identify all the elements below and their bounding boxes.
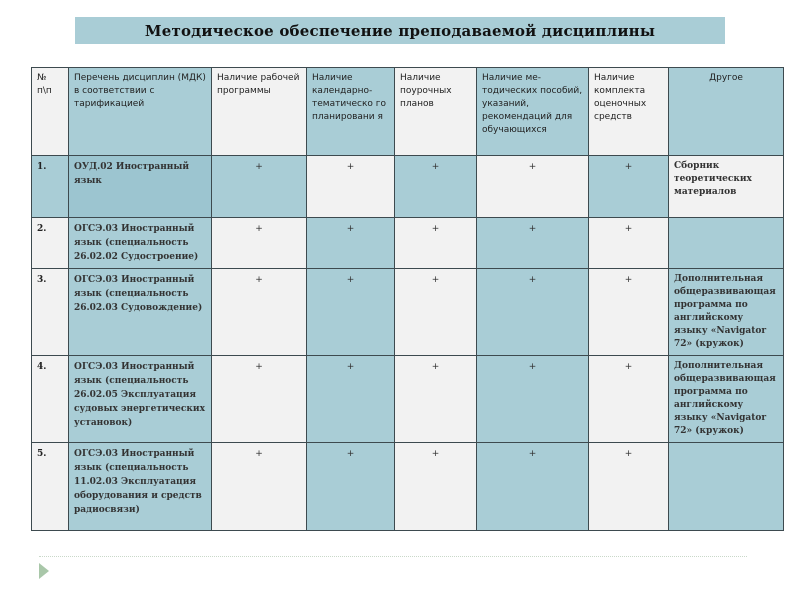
row-other xyxy=(669,218,784,269)
row-discipline: ОГСЭ.03 Иностранный язык (специальность 26.02.03 Судовождение) xyxy=(69,269,212,356)
page-title: Методическое обеспечение преподаваемой дисциплины xyxy=(144,21,656,40)
row-number: 4. xyxy=(32,356,69,443)
work-program-mark: + xyxy=(212,356,307,443)
row-number: 3. xyxy=(32,269,69,356)
methodical-manuals-mark: + xyxy=(477,218,589,269)
table-header-row xyxy=(32,68,784,156)
row-discipline: ОГСЭ.03 Иностранный язык (специальность 26.02.02 Судостроение) xyxy=(69,218,212,269)
calendar-plan-mark: + xyxy=(307,356,395,443)
calendar-plan-mark: + xyxy=(307,269,395,356)
lesson-plans-mark: + xyxy=(395,356,477,443)
assessment-kit-mark: + xyxy=(589,218,669,269)
row-discipline: ОГСЭ.03 Иностранный язык (специальность 11.02.03 Эксплуатация оборудования и средств радиосвязи) xyxy=(69,443,212,531)
methodical-manuals-mark: + xyxy=(477,269,589,356)
assessment-kit-mark: + xyxy=(589,269,669,356)
header-methodical-manuals: Наличие ме-тодических пособий, указаний, рекомендаций для обучающихся xyxy=(477,68,589,156)
assessment-kit-mark: + xyxy=(589,356,669,443)
methodical-manuals-mark: + xyxy=(477,356,589,443)
lesson-plans-mark: + xyxy=(395,218,477,269)
calendar-plan-mark: + xyxy=(307,156,395,218)
row-other xyxy=(669,443,784,531)
table-row xyxy=(32,356,784,443)
header-lesson-plans: Наличие поурочных планов xyxy=(395,68,477,156)
table-row xyxy=(32,218,784,269)
page-title-banner xyxy=(75,17,725,44)
work-program-mark: + xyxy=(212,269,307,356)
work-program-mark: + xyxy=(212,156,307,218)
assessment-kit-mark: + xyxy=(589,156,669,218)
header-work-program: Наличие рабочей программы xyxy=(212,68,307,156)
table-row xyxy=(32,156,784,218)
row-number: 1. xyxy=(32,156,69,218)
assessment-kit-mark: + xyxy=(589,443,669,531)
footer-divider xyxy=(39,556,747,557)
header-other: Другое xyxy=(669,68,784,156)
row-discipline: ОГСЭ.03 Иностранный язык (специальность 26.02.05 Эксплуатация судовых энергетических установок) xyxy=(69,356,212,443)
methodical-manuals-mark: + xyxy=(477,156,589,218)
lesson-plans-mark: + xyxy=(395,156,477,218)
methodical-manuals-mark: + xyxy=(477,443,589,531)
row-other: Дополнительная общеразвивающая программа по английскому языку «Navigator 72» (кружок) xyxy=(669,356,784,443)
header-calendar-plan: Наличие календарно-тематическо го планировани я xyxy=(307,68,395,156)
row-discipline: ОУД.02 Иностранный язык xyxy=(69,156,212,218)
calendar-plan-mark: + xyxy=(307,218,395,269)
row-other: Сборник теоретических материалов xyxy=(669,156,784,218)
lesson-plans-mark: + xyxy=(395,269,477,356)
calendar-plan-mark: + xyxy=(307,443,395,531)
table-row xyxy=(32,269,784,356)
row-other: Дополнительная общеразвивающая программа по английскому языку «Navigator 72» (кружок) xyxy=(669,269,784,356)
work-program-mark: + xyxy=(212,443,307,531)
work-program-mark: + xyxy=(212,218,307,269)
row-number: 5. xyxy=(32,443,69,531)
triangle-bullet-icon xyxy=(39,563,49,579)
table-row xyxy=(32,443,784,531)
methodical-support-table xyxy=(31,67,784,531)
lesson-plans-mark: + xyxy=(395,443,477,531)
row-number: 2. xyxy=(32,218,69,269)
header-number: № п\п xyxy=(32,68,69,156)
header-assessment-kit: Наличие комплекта оценочных средств xyxy=(589,68,669,156)
header-discipline-list: Перечень дисциплин (МДК) в соответствии с тарификацией xyxy=(69,68,212,156)
